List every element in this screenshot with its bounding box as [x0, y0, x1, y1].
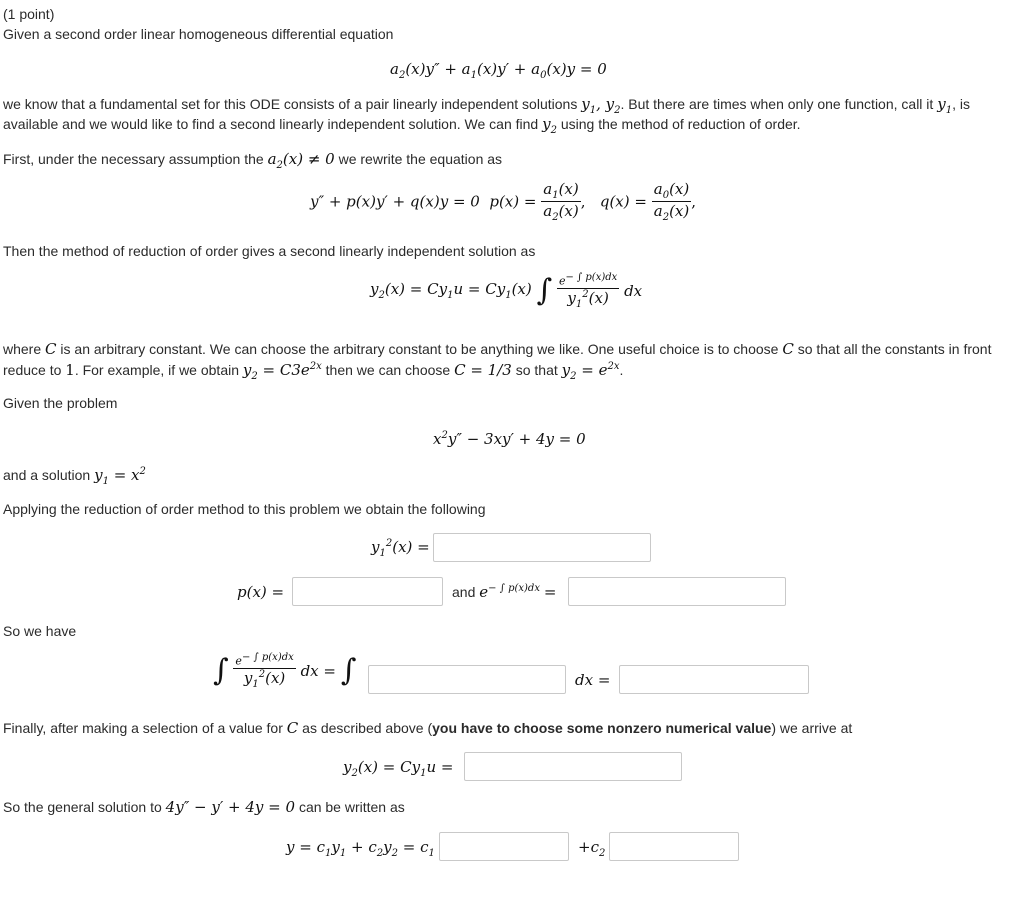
integral-expression: ∫ $\frac{e^{- \int p(x)dx}}{y_1^2(x)}$ dx = ∫	[213, 652, 357, 690]
so-we-have-text: So we have	[3, 623, 77, 639]
integrand-input[interactable]	[368, 665, 566, 694]
y2-result-input[interactable]	[464, 752, 682, 781]
applying-text: Applying the reduction of order method to this problem we obtain the following	[3, 501, 486, 517]
general-ode-equation: $a_2(x)y'' + a_1(x)y' + a_0(x)y = 0$	[390, 60, 607, 81]
then-method-text: Then the method of reduction of order gives a second linearly independent solution as	[3, 243, 536, 259]
exp-integral-input[interactable]	[568, 577, 786, 606]
p-of-x-input[interactable]	[292, 577, 443, 606]
y1-squared-label: $y_1^2(x)$ =	[371, 538, 430, 559]
c1-term-input[interactable]	[439, 832, 569, 861]
y1-squared-input[interactable]	[433, 533, 651, 562]
p-of-x-label: p(x) =	[237, 583, 285, 601]
example-text: reduce to 1. For example, if we obtain $y_2 = C3e^{2x}$ then we can choose C = 1/3 so that $y_2 = e^{2x}$.	[3, 361, 624, 382]
integral-result-input[interactable]	[619, 665, 809, 694]
y2-result-label: $y_2(x) = Cy_1u$ =	[343, 758, 454, 779]
general-solution-text: So the general solution to 4y″ − y′ + 4y = 0 can be written as	[3, 798, 405, 816]
exp-integral-label: and $e^{- \int p(x)dx}$ =	[452, 583, 557, 601]
finally-text: Finally, after making a selection of a value for C as described above (you have to choose some nonzero numerical value) we arrive at	[3, 719, 853, 737]
given-solution-text: and a solution $y_1 = x^2$	[3, 466, 146, 487]
arbitrary-constant-text: where C is an arbitrary constant. We can choose the arbitrary constant to be anything we like. One useful choice is to choose C so that all the constants in front	[3, 340, 992, 358]
given-problem-text: Given the problem	[3, 395, 118, 411]
assumption-text: First, under the necessary assumption the $a_2(x) \ne 0$ we rewrite the equation as	[3, 150, 503, 171]
c2-label: $+c_2$	[578, 838, 606, 859]
problem-equation: $x^2y'' - 3xy' + 4y = 0$	[433, 430, 586, 448]
c2-term-input[interactable]	[609, 832, 739, 861]
fundamental-set-text-2: available and we would like to find a second linearly independent solution. We can find $y_2$ using the method of reduction of order.	[3, 115, 801, 136]
general-solution-label: $y = c_1y_1 + c_2y_2 = c_1$	[286, 838, 435, 859]
intro-text: Given a second order linear homogeneous differential equation	[3, 26, 394, 42]
reduction-formula: $y_2(x) = Cy_1u = Cy_1(x)$ ∫ $\frac{e^{- \int p(x)dx}}{y_1^2(x)}$ dx	[370, 272, 643, 310]
dx-equals-label: dx =	[575, 671, 611, 689]
standard-form-equation: y″ + p(x)y′ + q(x)y = 0 p(x) = $\frac{a_1(x)}{a_2(x)}$ , q(x) = $\frac{a_0(x)}{a_2(x)}$ ,	[310, 180, 697, 223]
fundamental-set-text: we know that a fundamental set for this ODE consists of a pair linearly independent solutions $y_1$, $y_2$. But there are times when only one function, call it $y_1$, is	[3, 95, 970, 116]
points-label: (1 point)	[3, 6, 55, 22]
